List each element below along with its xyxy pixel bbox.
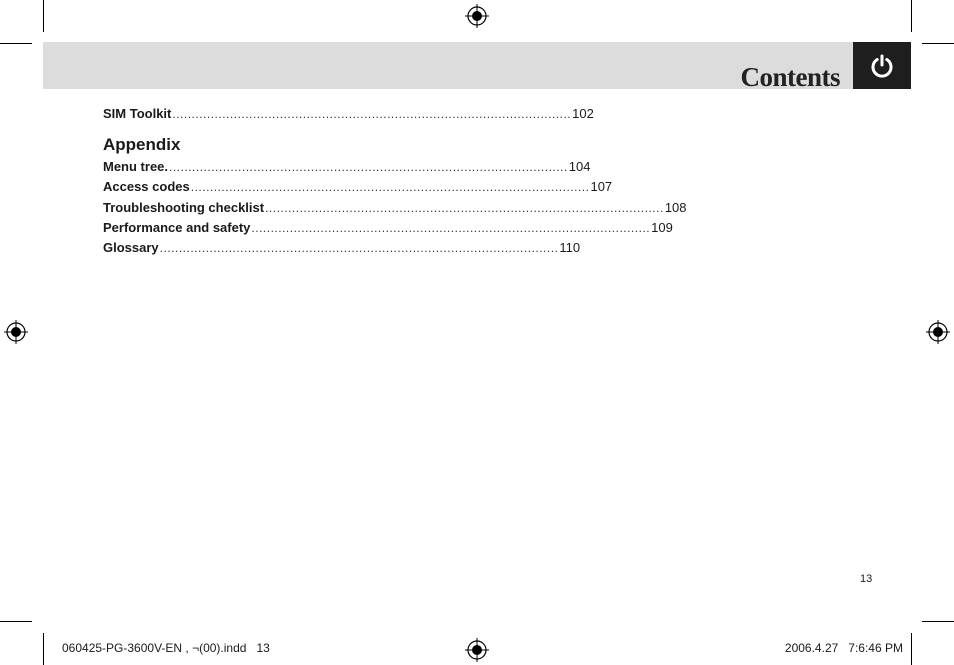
section-heading: Appendix: [103, 135, 181, 154]
toc-entry-page: 109: [651, 219, 673, 235]
page-title: Contents: [740, 62, 840, 92]
page-number: 13: [860, 573, 873, 585]
toc-entry[interactable]: [103, 157, 591, 177]
registration-mark-icon: [926, 320, 950, 344]
toc-entry-label: Troubleshooting checklist: [103, 199, 265, 215]
toc-list-appendix: [103, 157, 687, 258]
toc-entry-label: Glossary: [103, 240, 159, 256]
toc-entry[interactable]: [103, 177, 613, 197]
toc-entry-page: 102: [572, 106, 594, 121]
section-tab: [853, 42, 911, 89]
leader-dots: ........................................................................................................: [251, 220, 651, 235]
toc-entry-page: 110: [559, 240, 581, 256]
toc-list: [103, 104, 594, 124]
footer-timestamp: 2006.4.27 7:6:46 PM: [784, 641, 903, 655]
crop-mark: [922, 621, 954, 622]
toc-entry[interactable]: [103, 198, 687, 218]
leader-dots: ........................................................................................................: [265, 200, 664, 215]
toc-entry[interactable]: [103, 218, 673, 238]
registration-mark-icon: [4, 320, 28, 344]
crop-mark: [911, 633, 912, 665]
toc-entry[interactable]: [103, 238, 581, 258]
crop-mark: [922, 43, 954, 44]
toc-entry-page: 104: [568, 159, 591, 174]
toc-entry-label: Performance and safety: [103, 219, 251, 235]
toc-entry-page: 108: [664, 199, 687, 215]
toc-entry[interactable]: [103, 104, 594, 124]
leader-dots: ........................................................................................................: [159, 241, 559, 256]
footer-file-name: 060425-PG-3600V-EN , ¬(00).indd 13: [62, 641, 270, 655]
toc-entry-page: 107: [590, 179, 613, 195]
toc-entry-label: Menu tree.: [103, 159, 169, 174]
registration-mark-icon: [465, 638, 489, 662]
crop-mark: [911, 0, 912, 32]
leader-dots: ........................................................................................................: [190, 180, 590, 195]
toc-entry-label: SIM Toolkit: [103, 106, 172, 121]
crop-mark: [43, 633, 44, 665]
registration-mark-icon: [465, 4, 489, 28]
crop-mark: [0, 43, 32, 44]
power-icon: [869, 53, 895, 79]
leader-dots: ........................................................................................................: [172, 107, 572, 121]
leader-dots: ........................................................................................................: [169, 160, 568, 174]
toc-entry-label: Access codes: [103, 179, 190, 195]
crop-mark: [43, 0, 44, 32]
crop-mark: [0, 621, 32, 622]
